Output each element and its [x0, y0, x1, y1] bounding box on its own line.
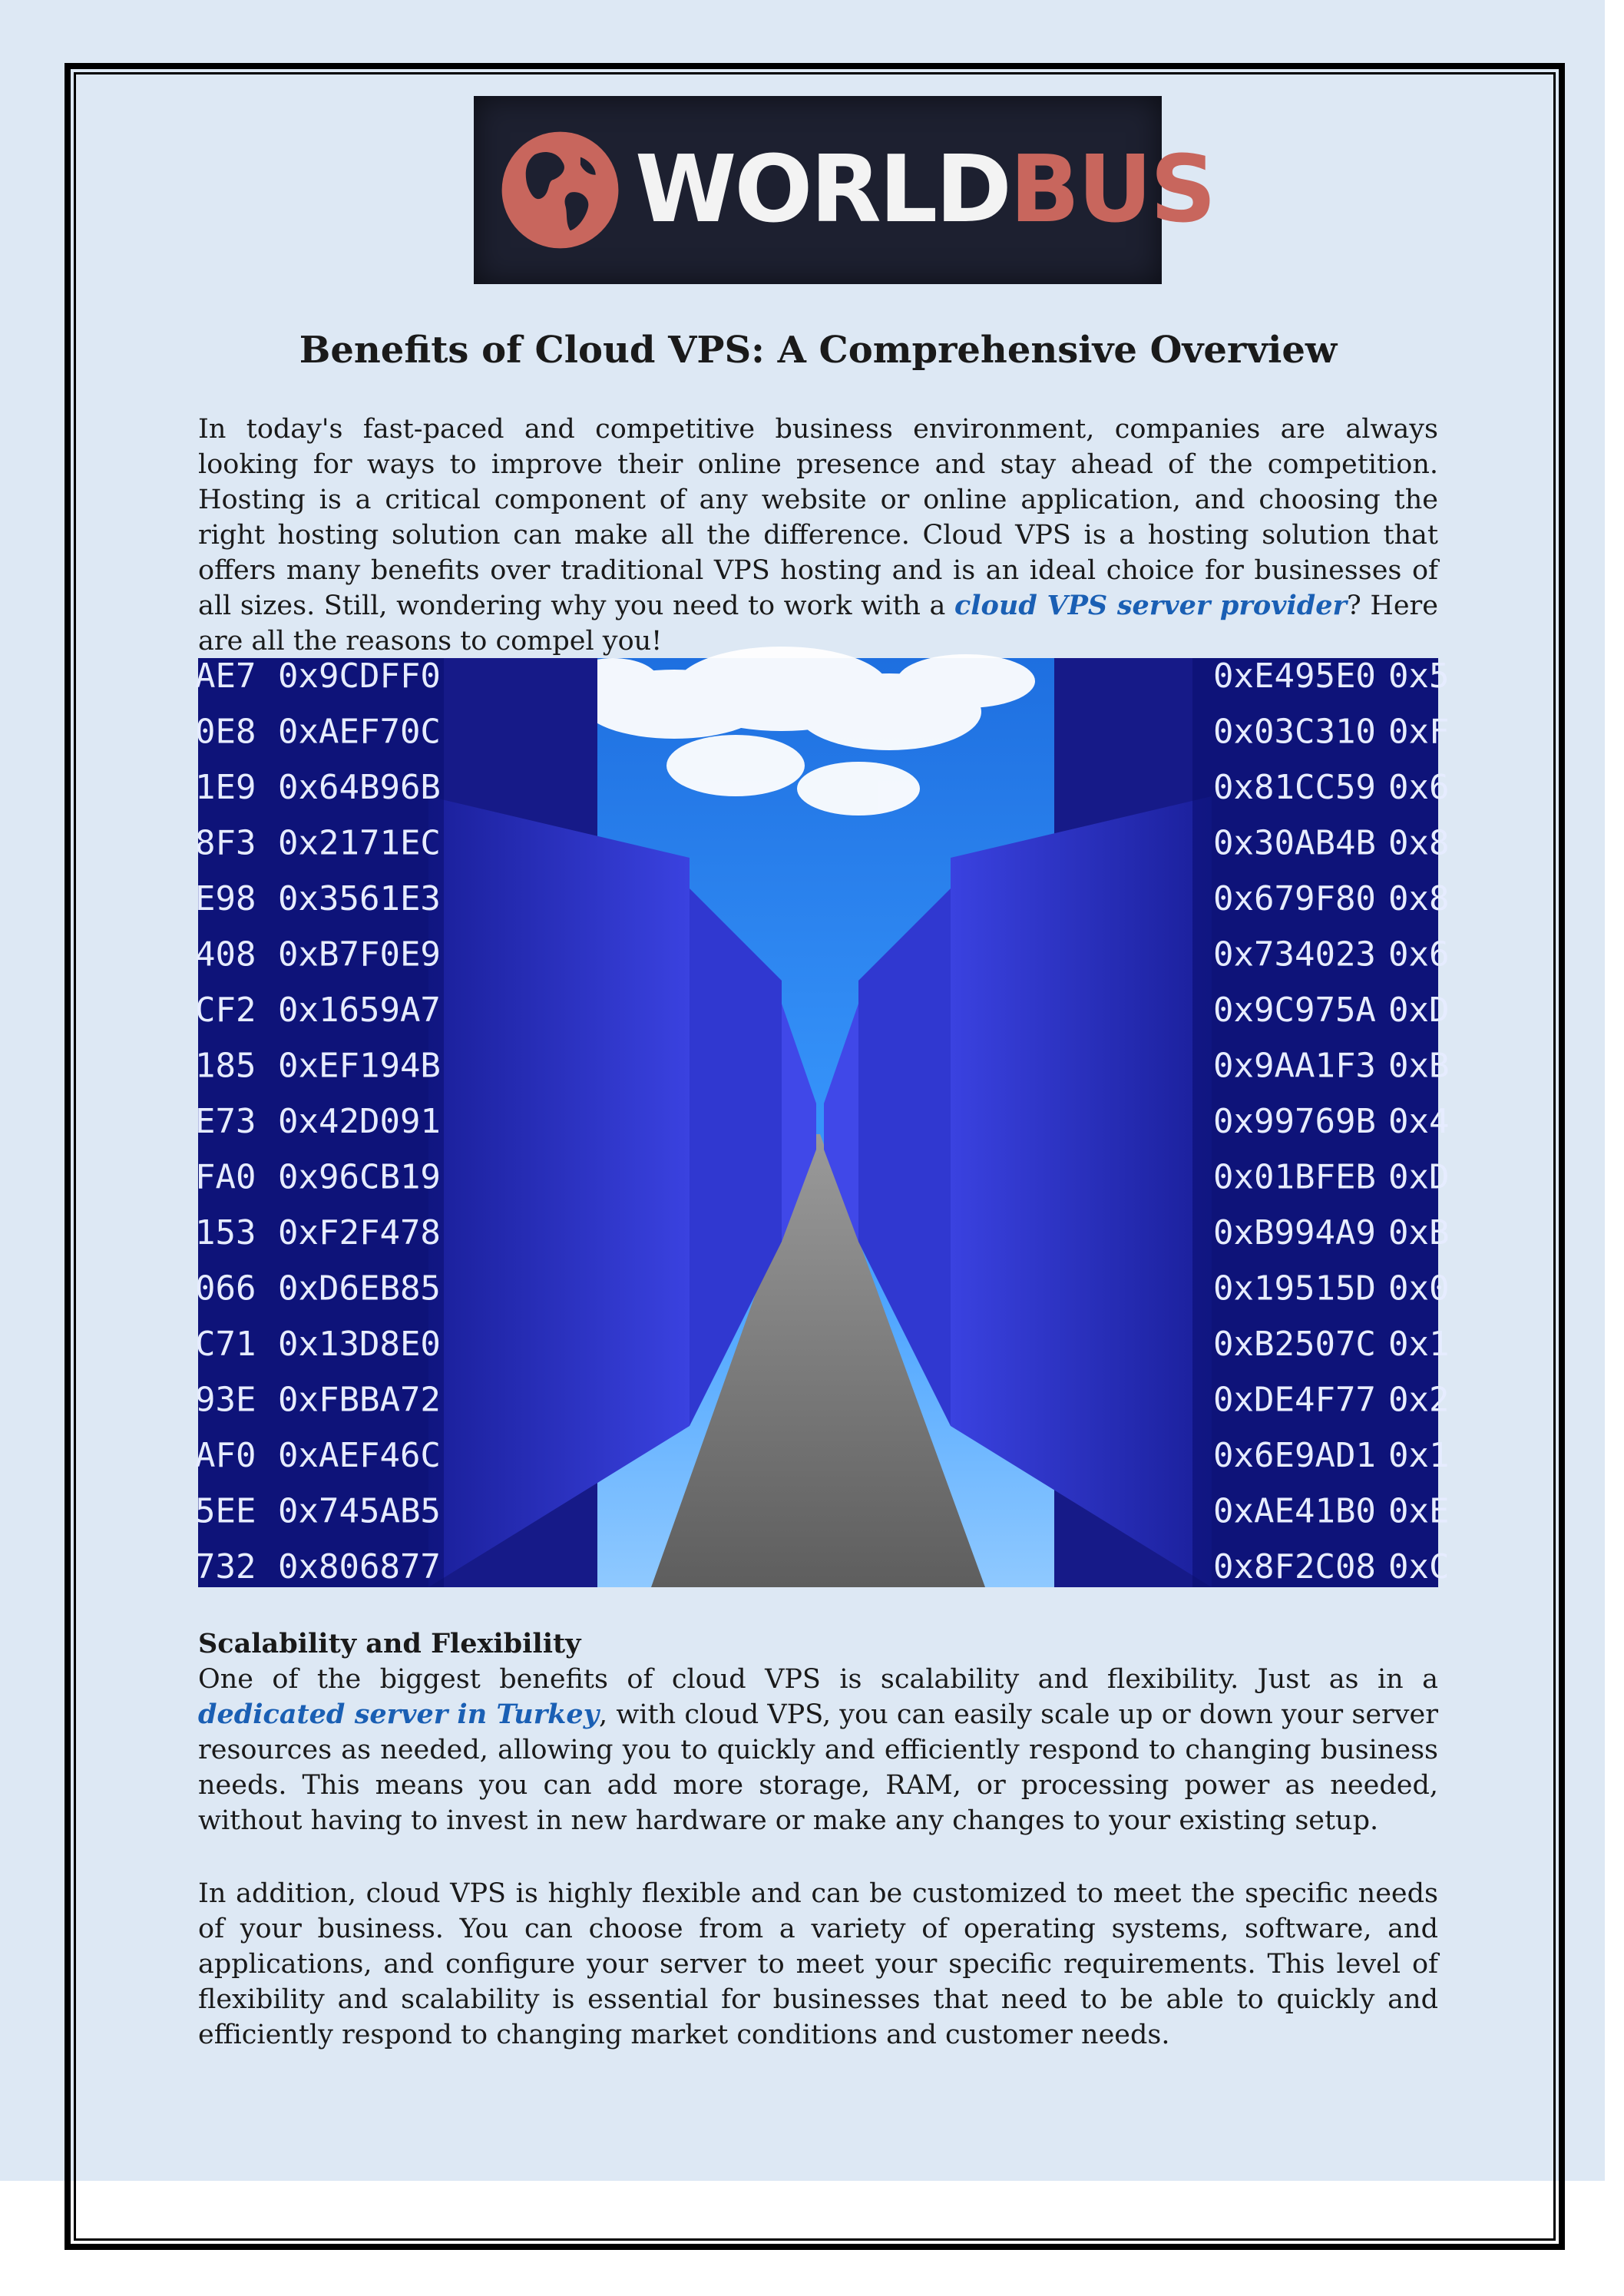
hex-code-left-prefix: E73 — [195, 1102, 256, 1141]
logo-text-bus: BUS — [1009, 136, 1215, 243]
hex-code-right: 0x679F80 — [1213, 879, 1376, 918]
hex-code-right: 0x9AA1F3 — [1213, 1046, 1376, 1086]
scalability-paragraph — [198, 1662, 1438, 1838]
hex-codes-left — [195, 657, 441, 1586]
hex-code-left: 0xEF194B — [278, 1046, 441, 1086]
intro-text: In today's fast-paced and competitive business environment, companies are always looking for ways to improve their online presence and stay ahead of the competition. Hosting is a critical component of any website or online application, and choosing the right hosting solution can make all the difference. Cloud VPS is a hosting solution that offers many benefits over traditional VPS hosting and is an ideal choice for businesses of all sizes. Still, wondering why you need to work with a — [198, 414, 1438, 621]
cloud-vps-provider-link[interactable]: cloud VPS server provider — [954, 590, 1347, 621]
hex-code-right: 0x734023 — [1213, 935, 1376, 974]
hex-code-left: 0x96CB19 — [278, 1157, 441, 1197]
hex-code-left-prefix: 8F3 — [195, 823, 256, 863]
hex-code-left: 0x64B96B — [278, 768, 441, 807]
hex-code-right-suffix: 0x1 — [1388, 1325, 1450, 1364]
hex-code-left-prefix: 5EE — [195, 1491, 256, 1531]
hex-code-right-suffix: 0xC — [1388, 1547, 1450, 1586]
hex-code-right: 0x6E9AD1 — [1213, 1436, 1376, 1475]
hex-code-left: 0xAEF70C — [278, 712, 441, 752]
hex-code-left: 0x13D8E0 — [278, 1325, 441, 1364]
logo-wordmark — [635, 111, 1214, 269]
worldbus-logo — [474, 96, 1215, 284]
hex-code-left: 0x806877 — [278, 1547, 441, 1586]
hex-code-left-prefix: 408 — [195, 935, 256, 974]
hex-code-right: 0x8F2C08 — [1213, 1547, 1376, 1586]
hex-code-left: 0x42D091 — [278, 1102, 441, 1141]
hex-code-left-prefix: 153 — [195, 1213, 256, 1252]
server-corridor-image — [195, 657, 1450, 1587]
hex-code-right: 0x19515D — [1213, 1269, 1376, 1308]
section-heading: Scalability and Flexibility — [198, 1628, 581, 1659]
hex-code-right-suffix: 0x8 — [1388, 823, 1450, 863]
intro-text-end: ? Here are all the reasons to compel you! — [198, 591, 1438, 657]
hex-code-right-suffix: 0xF — [1388, 712, 1450, 752]
hex-code-left: 0xF2F478 — [278, 1213, 441, 1252]
hex-code-left-prefix: 185 — [195, 1046, 256, 1086]
hex-code-right-suffix: 0x0 — [1388, 1269, 1450, 1308]
hex-code-right-suffix: 0x6 — [1388, 935, 1450, 974]
hex-code-right: 0x01BFEB — [1213, 1157, 1376, 1197]
hex-code-right-suffix: 0xE — [1388, 1491, 1450, 1531]
hex-code-left: 0x1659A7 — [278, 991, 441, 1030]
hex-code-left-prefix: 93E — [195, 1380, 256, 1420]
hex-code-left: 0xAEF46C — [278, 1436, 441, 1475]
hex-code-right-suffix: 0x6 — [1388, 768, 1450, 807]
hex-code-right: 0x9C975A — [1213, 991, 1376, 1030]
hex-code-right-suffix: 0xD — [1388, 1157, 1450, 1197]
p1-text: One of the biggest benefits of cloud VPS is scalability and flexibility. Just as in a — [198, 1664, 1438, 1695]
hex-code-left-prefix: AF0 — [195, 1436, 256, 1475]
hero-illustration — [195, 657, 1450, 1587]
hex-code-right: 0xDE4F77 — [1213, 1380, 1376, 1420]
hex-code-left-prefix: 1E9 — [195, 768, 256, 807]
hex-code-left: 0xFBBA72 — [278, 1380, 441, 1420]
hex-code-left-prefix: CF2 — [195, 991, 256, 1030]
hex-code-left-prefix: C71 — [195, 1325, 256, 1364]
hex-code-right-suffix: 0xB — [1388, 1046, 1450, 1086]
hex-code-left-prefix: FA0 — [195, 1157, 256, 1197]
hex-code-right-suffix: 0x5 — [1388, 657, 1450, 696]
hex-code-right-suffix: 0x8 — [1388, 879, 1450, 918]
hex-code-right-suffix: 0x1 — [1388, 1436, 1450, 1475]
hex-code-right: 0xAE41B0 — [1213, 1491, 1376, 1531]
hex-code-left: 0xD6EB85 — [278, 1269, 441, 1308]
hex-code-left: 0x9CDFF0 — [278, 657, 441, 696]
hex-code-right: 0xB2507C — [1213, 1325, 1376, 1364]
dedicated-server-turkey-link[interactable]: dedicated server in Turkey — [198, 1699, 600, 1730]
hex-code-right: 0x99769B — [1213, 1102, 1376, 1141]
hex-code-right-suffix: 0xB — [1388, 1213, 1450, 1252]
hex-code-right-suffix: 0x4 — [1388, 1102, 1450, 1141]
hex-code-right: 0x30AB4B — [1213, 823, 1376, 863]
hex-code-right: 0xE495E0 — [1213, 657, 1376, 696]
page-title: Benefits of Cloud VPS: A Comprehensive Overview — [299, 329, 1338, 372]
hex-code-right: 0x03C310 — [1213, 712, 1376, 752]
hex-code-left-prefix: AE7 — [195, 657, 256, 696]
hex-code-right: 0x81CC59 — [1213, 768, 1376, 807]
p1-text-end: , with cloud VPS, you can easily scale up or down your server resources as needed, allowing you to quickly and efficiently respond to changing business needs. This means you can add more storage, RAM, or processing power as needed, without having to invest in new hardware or make any changes to your existing setup. — [198, 1699, 1438, 1836]
hex-code-right-suffix: 0x2 — [1388, 1380, 1450, 1420]
flexibility-paragraph: In addition, cloud VPS is highly flexible and can be customized to meet the specific needs of your business. You can choose from a variety of operating systems, software, and applications, and configure your server to meet your specific requirements. This level of flexibility and scalability is essential for businesses that need to be able to quickly and efficiently respond to changing market conditions and customer needs. — [198, 1878, 1438, 2050]
intro-paragraph — [198, 412, 1438, 659]
hex-code-right-suffix: 0xD — [1388, 991, 1450, 1030]
hex-code-left: 0xB7F0E9 — [278, 935, 441, 974]
hex-code-left: 0x2171EC — [278, 823, 441, 863]
hex-code-left-prefix: 0E8 — [195, 712, 256, 752]
hex-code-left: 0x3561E3 — [278, 879, 441, 918]
hex-code-left-prefix: E98 — [195, 879, 256, 918]
hex-code-right: 0xB994A9 — [1213, 1213, 1376, 1252]
hex-code-left-prefix: 066 — [195, 1269, 256, 1308]
logo-text-world: WORLD — [635, 136, 1010, 243]
hex-code-left: 0x745AB5 — [278, 1491, 441, 1531]
hex-code-left-prefix: 732 — [195, 1547, 256, 1586]
hex-codes-right — [1213, 657, 1449, 1586]
globe-icon — [497, 127, 623, 253]
